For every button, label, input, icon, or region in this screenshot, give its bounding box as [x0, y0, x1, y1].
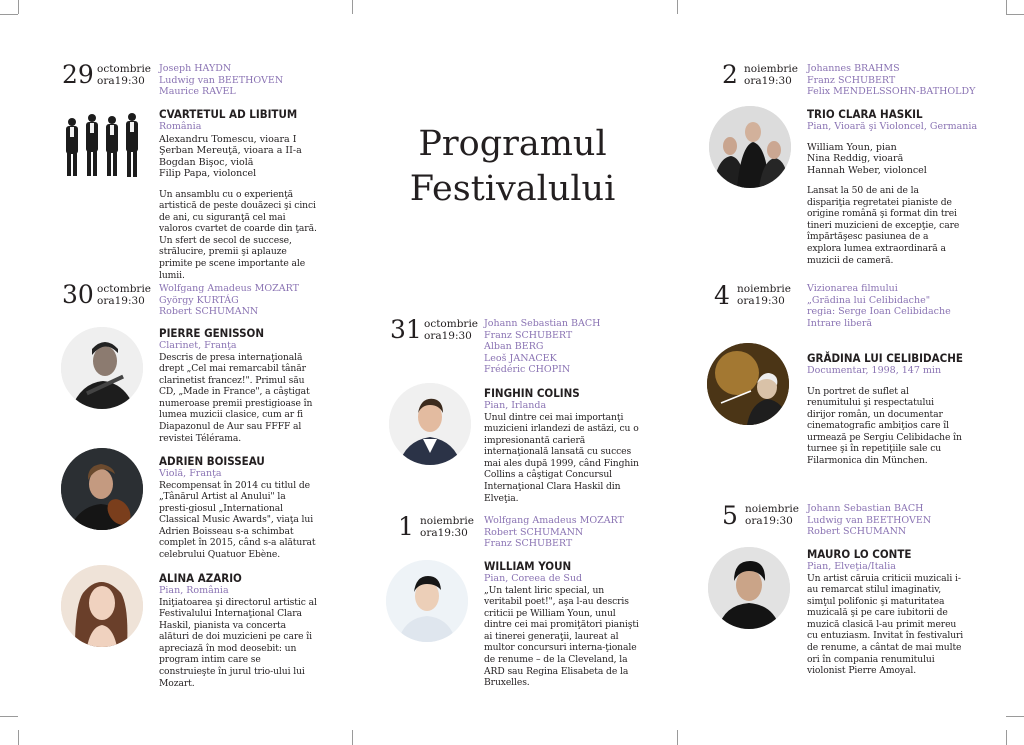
title-line-1: Programul	[418, 124, 607, 164]
artist-description: Recompensat în 2014 cu titlul de „Tânărul Artist al Anului" la presti-giosul „International Classical Music Awards", viaţa lui Adrien Boisseau s-a schimbat complet în 2015, când s-a alăturat celebrului Quatuor Ebène.	[159, 479, 316, 561]
artist-origin: Pian, Vioară şi Violoncel, Germania	[807, 121, 978, 132]
event-month: octombrie	[97, 283, 152, 295]
artist-name: TRIO CLARA HASKIL	[807, 107, 923, 121]
composer-list	[159, 283, 299, 318]
event-day: 30	[62, 280, 94, 309]
member-list	[159, 134, 317, 180]
composer: Wolfgang Amadeus MOZART	[484, 515, 624, 526]
artist-photo	[389, 383, 471, 465]
composer: Alban BERG	[484, 341, 544, 353]
composer: Johann Sebastian BACH	[807, 503, 924, 514]
member: Şerban Mereuţă, vioara a II-a	[159, 145, 302, 156]
composer-list	[159, 63, 283, 98]
composer: Robert SCHUMANN	[159, 306, 259, 318]
crop-mark	[18, 730, 19, 745]
artist-photo	[708, 547, 790, 629]
event-time: ora19:30	[97, 75, 145, 87]
composer-list	[484, 515, 624, 550]
member-list	[807, 142, 965, 177]
event-info	[484, 560, 642, 689]
event-month: noiembrie	[744, 63, 798, 75]
film-description: Un portret de suflet al renumitului şi respectatului dirijor român, un documentar cinematografic ambiţios care îl urmează pe Sergiu Celibidache în turnee şi în repetiţiile sale cu Filarmonica din München.	[807, 385, 962, 467]
event-info	[807, 352, 965, 467]
event-info	[807, 107, 978, 266]
event-day: 29	[62, 60, 94, 89]
event-month: octombrie	[97, 63, 152, 75]
composer: Robert SCHUMANN	[484, 526, 584, 538]
event-info	[159, 108, 317, 281]
crop-mark	[0, 716, 18, 717]
artist-name: PIERRE GENISSON	[159, 326, 265, 340]
crop-mark	[0, 14, 18, 15]
artist-photo	[386, 560, 468, 642]
artist-name: FINGHIN COLINS	[484, 386, 580, 400]
crop-mark	[1006, 0, 1007, 14]
composer: Frédéric CHOPIN	[484, 364, 571, 376]
composer: Johann Sebastian BACH	[484, 318, 601, 329]
crop-mark	[1006, 14, 1024, 15]
artist-origin: Pian, Irlanda	[484, 400, 547, 411]
page-title	[390, 122, 635, 212]
film-line: „Grădina lui Celibidache"	[807, 294, 931, 306]
composer: Franz SCHUBERT	[484, 329, 573, 341]
artist-photo	[61, 327, 143, 409]
composer: Robert SCHUMANN	[807, 526, 907, 538]
event-day: 4	[714, 281, 730, 310]
event-day: 5	[722, 501, 738, 530]
composer: Ludwig van BEETHOVEN	[159, 74, 284, 86]
crop-mark	[352, 730, 353, 745]
crop-mark	[677, 730, 678, 745]
film-line: Intrare liberă	[807, 317, 873, 329]
crop-mark	[1006, 716, 1024, 717]
crop-mark	[1006, 730, 1007, 745]
event-month: noiembrie	[745, 503, 799, 515]
artist-photo	[60, 108, 144, 184]
artist-description: „Un talent liric special, un veritabil poet!", aşa l-au descris criticii pe William Youn, unul dintre cei mai promiţători pianişti ai tinerei generaţii, laureat al multor concursuri interna-ţionale de renume – de la Cleveland, la ARD sau Regina Elisabeta de la Bruxelles.	[484, 584, 639, 689]
composer-list	[484, 318, 600, 376]
event-month: noiembrie	[737, 283, 791, 295]
composer: Wolfgang Amadeus MOZART	[159, 283, 299, 294]
member: Bogdan Bişoc, violă	[159, 156, 254, 168]
artist-description: Iniţiatoarea şi directorul artistic al Festivalului Internaţional Clara Haskil, pianista va concerta alături de doi muzicieni pe care îi apreciază în mod deosebit: un program intim care se construieşte în jurul trio-ului lui Mozart.	[159, 596, 317, 689]
artist-description: Un ansamblu cu o experienţă artistică de peste douăzeci şi cinci de ani, cu siguranţă cel mai valoros cvartet de coarde din ţară. Un sfert de secol de succese, strălucire, premii şi aplauze primite pe scene importante ale lumii.	[159, 188, 317, 281]
event-time: ora19:30	[745, 515, 793, 527]
event-day: 2	[722, 60, 738, 89]
composer-list	[807, 63, 975, 98]
film-details: Documentar, 1998, 147 min	[807, 365, 942, 376]
event-info	[159, 455, 317, 561]
member: Filip Papa, violoncel	[159, 168, 257, 179]
member: Alexandru Tomescu, vioara I	[159, 133, 297, 145]
composer: Joseph HAYDN	[159, 63, 232, 74]
composer: Felix MENDELSSOHN-BATHOLDY	[807, 86, 976, 98]
artist-description: Un artist căruia criticii muzicali i-au remarcat stilul imaginativ, simţul polifonic şi maturitatea muzicală şi pe care iubitorii de muzică clasică l-au primit mereu cu entuziasm. Invitat în festivaluri de renume, a cântat de mai multe ori în compania renumitului violonist Pierre Amoyal.	[807, 572, 964, 677]
event-time: ora19:30	[424, 330, 472, 342]
event-info	[807, 548, 967, 677]
artist-description: Lansat la 50 de ani de la dispariţia regretatei pianiste de origine română şi format din trei tineri muzicieni de excepţie, care împărtăşesc pasiunea de a explora lumea extraordinară a muzicii de cameră.	[807, 185, 960, 266]
event-month: octombrie	[424, 318, 479, 330]
composer: Franz SCHUBERT	[484, 538, 573, 550]
artist-name: CVARTETUL AD LIBITUM	[159, 107, 298, 121]
event-time: ora19:30	[420, 527, 468, 539]
artist-name: WILLIAM YOUN	[484, 559, 572, 573]
artist-description: Descris de presa internaţională drept „Cel mai remarcabil tânăr clarinetist francez!". Primul său CD, „Made in France", a câştigat numeroase premii prestigioase în lumea muzicii clasice, cum ar fi Diapazonul de Aur sau FFFF al revistei Télérama.	[159, 351, 313, 444]
artist-name: MAURO LO CONTE	[807, 547, 912, 561]
event-info	[159, 572, 317, 689]
event-month: noiembrie	[420, 515, 474, 527]
member: Hannah Weber, violoncel	[807, 164, 927, 176]
crop-mark	[352, 0, 353, 14]
event-info	[484, 387, 642, 504]
member: Nina Reddig, vioară	[807, 153, 904, 164]
composer: Johannes BRAHMS	[807, 63, 900, 74]
artist-photo	[61, 565, 143, 647]
composer: Leoš JANACEK	[484, 352, 557, 364]
event-time: ora19:30	[737, 295, 785, 307]
film-line: Vizionarea filmului	[807, 283, 898, 294]
crop-mark	[677, 0, 678, 14]
artist-origin: Clarinet, Franţa	[159, 340, 237, 351]
artist-origin: Pian, România	[159, 585, 229, 596]
artist-photo	[709, 106, 791, 188]
composer-list	[807, 503, 931, 538]
artist-name: ADRIEN BOISSEAU	[159, 454, 265, 468]
title-line-2: Festivalului	[409, 169, 616, 209]
composer: Maurice RAVEL	[159, 86, 236, 98]
artist-origin: România	[159, 121, 202, 132]
event-time: ora19:30	[97, 295, 145, 307]
artist-origin: Violă, Franţa	[159, 468, 222, 479]
composer: György KURTÁG	[159, 294, 239, 306]
crop-mark	[18, 0, 19, 14]
film-line: regia: Serge Ioan Celibidache	[807, 306, 951, 318]
event-day: 31	[390, 315, 422, 344]
composer: Franz SCHUBERT	[807, 74, 896, 86]
event-day: 1	[398, 512, 414, 541]
film-title: GRĂDINA LUI CELIBIDACHE	[807, 351, 963, 365]
event-info	[159, 327, 317, 444]
artist-name: ALINA AZARIO	[159, 571, 242, 585]
artist-origin: Pian, Elveţia/Italia	[807, 561, 896, 572]
artist-photo	[707, 343, 789, 425]
member: William Youn, pian	[807, 141, 897, 153]
composer: Ludwig van BEETHOVEN	[807, 514, 932, 526]
artist-origin: Pian, Coreea de Sud	[484, 573, 583, 584]
event-time: ora19:30	[744, 75, 792, 87]
artist-photo	[61, 448, 143, 530]
artist-description: Unul dintre cei mai importanţi muzicieni irlandezi de astăzi, cu o impresionantă carieră internaţională lansată cu succes mai ales după 1999, când Finghin Collins a câştigat Concursul Internaţional Clara Haskil din Elveţia.	[484, 411, 639, 504]
film-info	[807, 283, 951, 329]
